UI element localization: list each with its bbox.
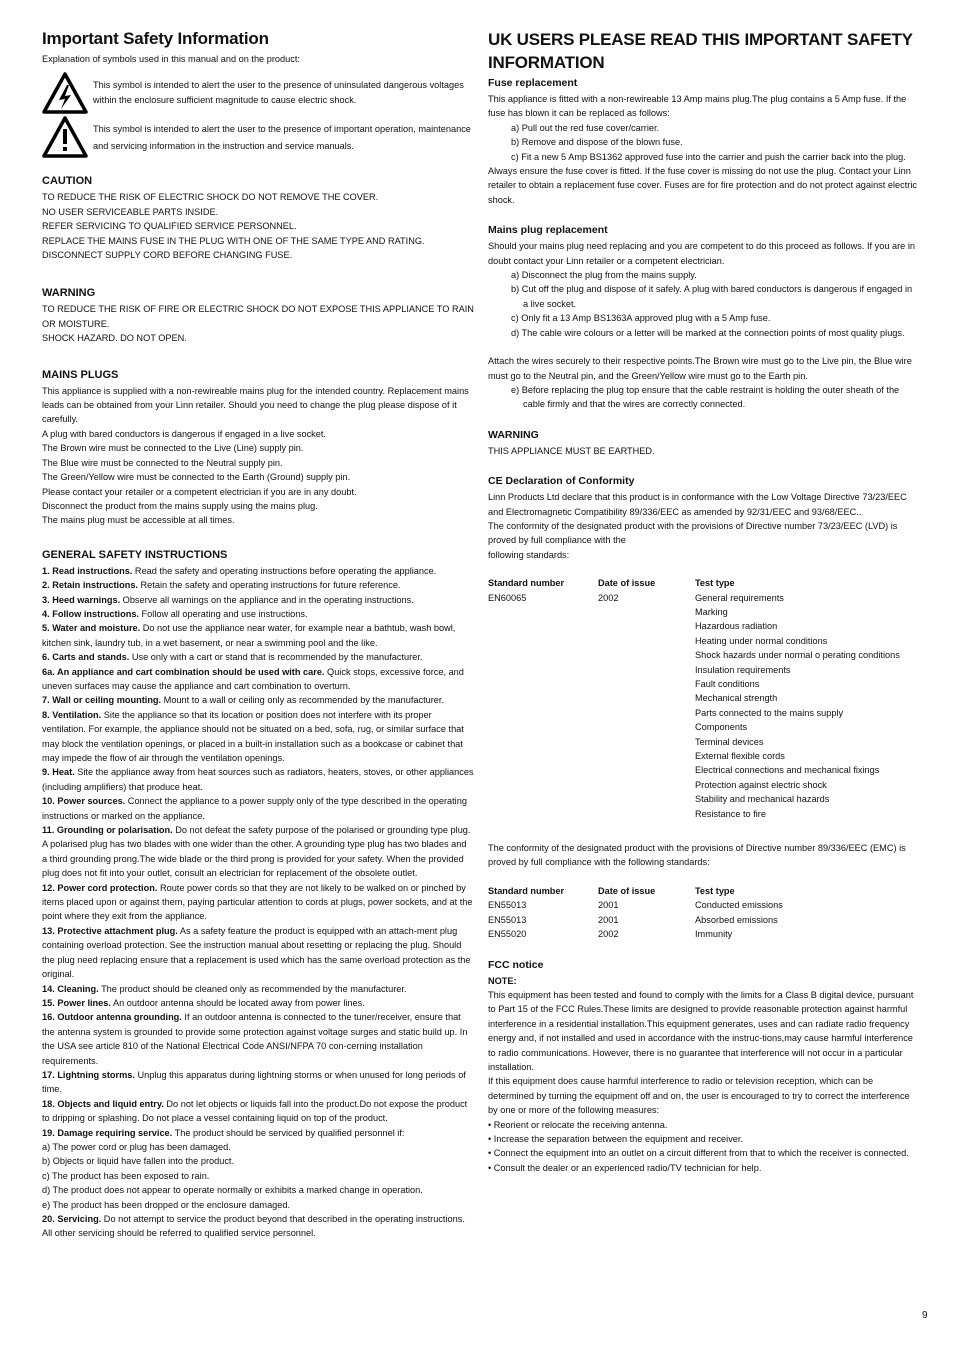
instruction-text: Mount to a wall or ceiling only as recommended by the manufacturer. [161,695,445,706]
instruction-text: Do not defeat the safety purpose of the polarised or grounding type plug. A polarised plug has two blades with one wider than the other. A grounding type plug has two blades and a third grounding prong.The wide blade or the third prong is provided for your safety. When the provided plug does not fit into your outlet, consult an electrician for replacement of the obsolete outlet. [42,825,471,879]
test-type: Components [695,722,748,733]
instruction-lead: 9. Heat. [42,767,75,778]
mains-line: The mains plug must be accessible at all times. [42,515,235,526]
instruction-lead: 10. Power sources. [42,796,126,807]
instruction-item [42,564,474,578]
table-row [488,913,783,927]
test-type: Electrical connections and mechanical fixings [695,765,880,776]
fuse-step: b) Remove and dispose of the blown fuse. [511,137,683,148]
lightning-warning-icon [42,72,88,114]
instruction-lead: 14. Cleaning. [42,983,99,994]
mains-step: a) Disconnect the plug from the mains supply. [511,270,697,281]
instruction-item [42,982,474,996]
test-type: Stability and mechanical hazards [695,794,830,805]
uk-warning-text: THIS APPLIANCE MUST BE EARTHED. [488,445,655,456]
instruction-lead: 8. Ventilation. [42,709,102,720]
instruction-item [42,607,474,621]
instruction-text: Unplug this apparatus during lightning storms or when unused for long periods of time. [42,1069,466,1095]
instruction-lead: 7. Wall or ceiling mounting. [42,695,162,706]
damage-item: a) The power cord or plug has been damaged. [42,1141,231,1152]
instruction-text: Connect the appliance to a power supply only of the type described in the operating instructions or marked on the appliance. [42,796,467,821]
fcc-note-label: NOTE: [488,975,517,986]
test-type: Mechanical strength [695,693,778,704]
mains-line: This appliance is supplied with a non-rewireable mains plug for the intended country. Replacement mains leads can be obtained from your Linn retailer. Should you need to change the plug please dispose of it carefully. [42,385,469,425]
instruction-item [42,593,474,607]
instruction-text: Site the appliance away from heat sources such as radiators, heaters, stoves, or other appliances (including amplifiers) that produce heat. [42,767,474,792]
general-safety-heading: GENERAL SAFETY INSTRUCTIONS [42,548,228,561]
symbol-row-exclamation [42,118,474,160]
fcc-bullet: • Reorient or relocate the receiving antenna. [488,1119,668,1130]
instruction-text: The product should be cleaned only as recommended by the manufacturer. [98,983,407,994]
test-type: Terminal devices [695,736,764,747]
instruction-text: Retain the safety and operating instructions for future reference. [137,580,401,591]
caution-line: DISCONNECT SUPPLY CORD BEFORE CHANGING FUSE. [42,250,293,261]
mains-line: The Blue wire must be connected to the Neutral supply pin. [42,457,283,468]
mains-intro: Should your mains plug need replacing and you are competent to do this proceed as follows. If you are in doubt contact your Linn retailer or a competent electrician. [488,241,915,266]
warning-line: TO REDUCE THE RISK OF FIRE OR ELECTRIC SHOCK DO NOT EXPOSE THIS APPLIANCE TO RAIN OR MOISTURE. [42,304,474,329]
date-of-issue: 2002 [598,592,619,603]
page-title: Important Safety Information [42,29,269,48]
uk-warning-heading: WARNING [488,428,539,441]
instruction-text: Quick stops, excessive force, and uneven surfaces may cause the appliance and cart combination to overturn. [42,666,464,691]
mains-plugs-block [42,384,474,528]
left-column [42,28,474,1241]
fuse-step: c) Fit a new 5 Amp BS1362 approved fuse into the carrier and push the carrier back into the plug. [511,151,906,162]
instruction-text: Observe all warnings on the appliance and in the operating instructions. [120,594,414,605]
caution-line: REPLACE THE MAINS FUSE IN THE PLUG WITH ONE OF THE SAME TYPE AND RATING. [42,235,425,246]
instruction-text: Site the appliance so that its location or position does not interfere with its proper ventilation. For example, the appliance should not be situated on a bed, sofa, rug, or similar surface that may block the ventilation openings, or placed in a built-in installation such as a bookcase or cabinet that may impede the flow of air through the ventilation openings. [42,709,464,763]
instruction-item [42,621,474,650]
mains-line: Please contact your retailer or a competent electrician if you are in any doubt. [42,486,357,497]
mains-plugs-heading: MAINS PLUGS [42,368,119,381]
warning-line: SHOCK HAZARD. DO NOT OPEN. [42,333,187,344]
instruction-text: An outdoor antenna should be located away from power lines. [110,997,365,1008]
fcc-bullet: • Connect the equipment into an outlet on a circuit different from that to which the receiver is connected. [488,1148,909,1159]
instruction-item [42,1097,474,1126]
symbol1-text: This symbol is intended to alert the user to the presence of uninsulated dangerous voltages within the enclosure sufficient magnitude to cause electric shock. [93,80,464,105]
instruction-text: Route power cords so that they are not likely to be walked on or pinched by items placed upon or against them, paying particular attention to cords at plugs, power sockets, and at the point where they exit from the appliance. [42,882,473,922]
instruction-lead: 13. Protective attachment plug. [42,925,178,936]
table-header-row [488,576,900,590]
right-column [488,28,918,1175]
page-number: 9 [922,1310,928,1321]
warning-block [42,302,474,345]
table-header-row [488,884,783,898]
test-type: Absorbed emissions [695,914,778,925]
damage-list [42,1140,474,1212]
column-header: Date of issue [598,578,656,589]
emc-standards-table [488,884,783,942]
column-header: Standard number [488,885,565,896]
instruction-lead: 3. Heed warnings. [42,594,121,605]
instruction-lead: 20. Servicing. [42,1214,102,1224]
instruction-lead: 5. Water and moisture. [42,623,141,634]
test-type: Heating under normal conditions [695,635,828,646]
fcc-heading: FCC notice [488,958,544,971]
instruction-lead: 12. Power cord protection. [42,882,158,893]
instruction-lead: 19. Damage requiring service. [42,1127,173,1138]
table-row [488,927,783,941]
instruction-text: Use only with a cart or stand that is recommended by the manufacturer. [129,652,423,663]
damage-item: c) The product has been exposed to rain. [42,1170,210,1181]
test-type: Fault conditions [695,679,760,689]
mains-step: b) Cut off the plug and dispose of it safely. A plug with bared conductors is dangerous if engaged in a live socket. [511,284,913,309]
symbol-row-lightning [42,74,474,112]
instruction-lead: 4. Follow instructions. [42,608,139,619]
date-of-issue: 2002 [598,929,619,940]
test-type-list [695,591,900,822]
instruction-lead: 6. Carts and stands. [42,652,130,663]
exclamation-warning-icon [42,116,88,158]
instruction-text: The product should be serviced by qualified personnel if: [172,1127,405,1138]
instruction-item [42,1010,474,1068]
column-header: Test type [695,885,735,896]
instruction-text: Do not let objects or liquids fall into the product.Do not expose the product to dripping or splashing. Do not place a vessel containing liquid on top of the product. [42,1098,468,1124]
damage-item: d) The product does not appear to operate normally or exhibits a marked change in operation. [42,1185,423,1196]
date-of-issue: 2001 [598,914,619,925]
instruction-item [42,881,474,924]
fcc-bullet: • Increase the separation between the equipment and receiver. [488,1133,744,1144]
table-row [488,898,783,912]
instruction-item [42,823,474,881]
mains-line: Disconnect the product from the mains supply using the mains plug. [42,500,318,511]
instruction-item-servicing [42,1212,474,1241]
instruction-item [42,708,474,766]
test-type: Protection against electric shock [695,779,827,790]
instruction-lead: 15. Power lines. [42,997,111,1008]
uk-title: UK USERS PLEASE READ THIS IMPORTANT SAFETY INFORMATION [488,30,913,72]
instruction-text: Follow all operating and use instructions. [139,608,308,619]
caution-heading: CAUTION [42,175,93,188]
attach-text: Attach the wires securely to their respective points.The Brown wire must go to the Live pin, the Blue wire must go to the Neutral pin, and the Green/Yellow wire must go to the Earth pin. [488,356,912,381]
test-type: Shock hazards under normal o perating conditions [695,650,900,661]
test-type: Hazardous radiation [695,621,778,632]
instruction-item [42,665,474,694]
instruction-list [42,564,474,1140]
fuse-intro: This appliance is fitted with a non-rewireable 13 Amp mains plug.The plug contains a 5 Amp fuse. If the fuse has blown it can be replaced as follows: [488,94,907,119]
instruction-lead: 17. Lightning storms. [42,1069,135,1080]
test-type: Immunity [695,929,733,940]
standard-number: EN55013 [488,900,527,911]
instruction-item [42,693,474,707]
fcc-text: This equipment has been tested and found to comply with the limits for a Class B digital device, pursuant to Part 15 of the FCC Rules.These limits are designed to provide reasonable protection against harmful interference in a residential installation.This equipment generates, uses and can radiate radio frequency energy and, if not installed and used in accordance with the instruc-tions,may cause harmful interference to radio communications. However, there is no guarantee that interference will not occur in a particular installation. [488,989,914,1072]
instruction-lead: 6a. An appliance and cart combination should be used with care. [42,666,325,677]
date-of-issue: 2001 [598,900,619,911]
instruction-item [42,765,474,794]
caution-line: TO REDUCE THE RISK OF ELECTRIC SHOCK DO NOT REMOVE THE COVER. [42,192,379,203]
attach-step: e) Before replacing the plug top ensure that the cable restraint is holding the outer sheath of the cable firmly and that the wires are correctly connected. [511,384,900,410]
test-type: Resistance to fire [695,808,766,819]
fuse-note: Always ensure the fuse cover is fitted. If the fuse cover is missing do not use the plug. Contact your Linn retailer to obtain a replacement fuse cover. Fuses are for fire protection and do not protect against electric shock. [488,166,917,205]
test-type: Insulation requirements [695,664,791,675]
damage-item: b) Objects or liquid have fallen into the product. [42,1156,235,1167]
instruction-item [42,1126,474,1140]
ce-text: following standards: [488,549,570,560]
caution-line: NO USER SERVICEABLE PARTS INSIDE. [42,206,219,217]
mains-step: d) The cable wire colours or a letter will be marked at the connection points of most quality plugs. [511,327,905,338]
instruction-item [42,794,474,823]
instruction-text: Do not use the appliance near water, for example near a bathtub, wash bowl, kitchen sink, laundry tub, in a wet basement, or near a swimming pool and the like. [42,623,456,648]
instruction-lead: 18. Objects and liquid entry. [42,1098,164,1109]
lvd-standards-table [488,576,900,821]
table-row [488,591,900,822]
instruction-text: Do not attempt to service the product beyond that described in the operating instructions. All other servicing should be referred to qualified service personnel. [42,1214,465,1239]
fcc-bullet: • Consult the dealer or an experienced radio/TV technician for help. [488,1162,762,1173]
ce-text: Linn Products Ltd declare that this product is in conformance with the Low Voltage Directive 73/23/EEC and Electromagnetic Compatibility 89/336/EEC as amended by 92/31/EEC and 93/68/EEC.. [488,492,907,517]
instruction-text: As a safety feature the product is equipped with an attach-ment plug containing overload protection. See the instruction manual about resetting or replacing the plug. Should the plug need replacing ensure that a replacement is used which has the same overload protection as the original. [42,925,471,980]
standard-number: EN55013 [488,914,527,925]
caution-block [42,190,474,262]
test-type: Parts connected to the mains supply [695,707,844,718]
test-type: External flexible cords [695,751,785,762]
warning-heading: WARNING [42,287,96,300]
instruction-lead: 1. Read instructions. [42,565,133,576]
instruction-item [42,996,474,1010]
fuse-step: a) Pull out the red fuse cover/carrier. [511,122,660,133]
test-type: Conducted emissions [695,900,783,911]
column-header: Standard number [488,578,565,589]
symbol2-text: This symbol is intended to alert the user to the presence of important operation, maintenance and servicing information in the instruction and service manuals. [93,124,471,152]
standard-number: EN60065 [488,592,527,603]
mains-step: c) Only fit a 13 Amp BS1363A approved plug with a 5 Amp fuse. [511,313,771,324]
instruction-lead: 2. Retain instructions. [42,580,138,591]
symbols-intro: Explanation of symbols used in this manual and on the product: [42,54,300,64]
ce-heading: CE Declaration of Conformity [488,475,635,488]
fcc-text: If this equipment does cause harmful interference to radio or television reception, which can be determined by turning the equipment off and on, the user is encouraged to try to correct the interference by one or more of the following measures: [488,1076,910,1116]
column-header: Test type [695,578,735,589]
instruction-text: Read the safety and operating instructions before operating the appliance. [132,565,437,576]
instruction-item [42,650,474,664]
ce-text: The conformity of the designated product with the provisions of Directive number 73/23/EEC (LVD) is proved by full compliance with the [488,520,898,546]
emc-text: The conformity of the designated product with the provisions of Directive number 89/336/EEC (EMC) is proved by full compliance with the following standards: [488,843,906,868]
damage-item: e) The product has been dropped or the enclosure damaged. [42,1199,291,1210]
test-type: General requirements [695,592,784,603]
test-type: Marking [695,606,728,617]
mains-line: A plug with bared conductors is dangerous if engaged in a live socket. [42,428,326,439]
instruction-item [42,578,474,592]
mains-line: The Green/Yellow wire must be connected to the Earth (Ground) supply pin. [42,472,351,483]
mains-plug-replacement-heading: Mains plug replacement [488,224,608,237]
instruction-text: If an outdoor antenna is connected to the tuner/receiver, ensure that the antenna system is grounded to provide some protection against voltage surges and static build up. In the USA see article 810 of the National Electrical Code ANSI/NFPA 70 con-cerning installation requirements. [42,1012,468,1066]
caution-line: REFER SERVICING TO QUALIFIED SERVICE PERSONNEL. [42,221,297,232]
column-header: Date of issue [598,885,656,896]
instruction-lead: 11. Grounding or polarisation. [42,825,173,836]
standard-number: EN55020 [488,929,527,940]
instruction-item [42,1068,474,1097]
mains-line: The Brown wire must be connected to the Live (Line) supply pin. [42,443,304,454]
fuse-heading: Fuse replacement [488,77,578,89]
instruction-item [42,924,474,982]
instruction-lead: 16. Outdoor antenna grounding. [42,1012,182,1023]
